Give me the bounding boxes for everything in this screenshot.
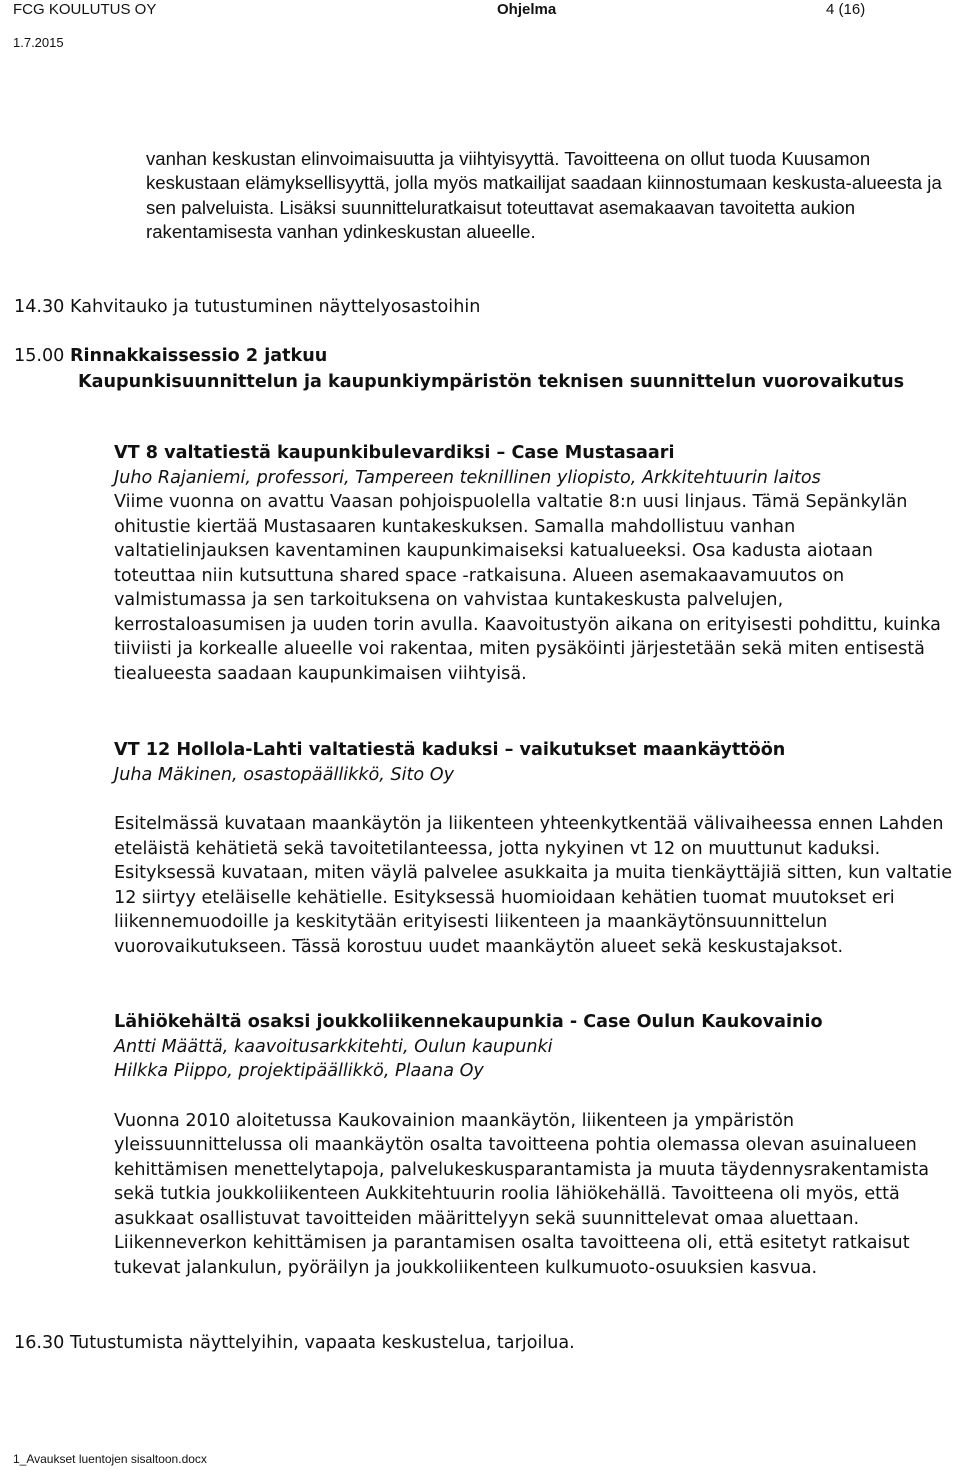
- closing-label: Tutustumista näyttelyihin, vapaata keskustelua, tarjoilua.: [69, 1333, 575, 1353]
- talk-speaker-2: Hilkka Piippo, projektipäällikkö, Plaana Oy: [114, 1061, 484, 1081]
- intro-paragraph: vanhan keskustan elinvoimaisuutta ja viihtyisyyttä. Tavoitteena on ollut tuoda Kuusamon keskustaan elämyksellisyyttä, jolla myös matkailijat saadaan kiinnostumaan keskusta-alueesta ja sen palveluista. Lisäksi suunnitteluratkaisut toteuttavat asemakaavan tavoitetta aukion rakentamisesta vanhan ydinkeskustan alueelle.: [146, 148, 942, 243]
- break-line: [14, 295, 480, 319]
- talk-title: Lähiökehältä osaksi joukkoliikennekaupunkia - Case Oulun Kaukovainio: [114, 1012, 823, 1032]
- talk-abstract: Esitelmässä kuvataan maankäytön ja liikenteen yhteenkytkentää välivaiheessa ennen Lahden eteläistä kehätietä sekä tavoitetilanteessa, jotta nykyinen vt 12 on muuttunut kaduksi. Esityksessä kuvataan, miten väylä palvelee asukkaita ja muita tienkäyttäjiä sitten, kun valtatie 12 siirtyy eteläiselle kehätielle. Esityksessä huomioidaan kehätien tuomat muutokset eri liikennemuodoille ja keskitytään erityisesti liikenteen ja maankäytönsuunnittelun vuorovaikutukseen. Tässä korostuu uudet maankäytön alueet sekä keskustajaksot.: [114, 814, 953, 957]
- talk-1: [114, 441, 954, 686]
- session-line: [14, 344, 327, 368]
- talk-2: [114, 738, 954, 959]
- talk-speaker: Antti Määttä, kaavoitusarkkitehti, Oulun kaupunki: [114, 1036, 553, 1057]
- talk-abstract: Viime vuonna on avattu Vaasan pohjoispuolella valtatie 8:n uusi linjaus. Tämä Sepänkylän ohitustie kiertää Mustasaaren kuntakeskuksen. Samalla mahdollistuu vanhan valtatielinjauksen kaventaminen kaupunkimaiseksi katualueeksi. Osa kadusta aiotaan toteuttaa niin kutsuttuna shared space -ratkaisuna. Alueen asemakaavamuutos on valmistumassa ja sen tarkoituksena on vahvistaa kuntakeskusta palvelujen, kerrostaloasumisen ja uuden torin avulla. Kaavoitustyön aikana on erityisesti pohdittu, kuinka tiiviisti ja korkealle alueelle voi rakentaa, miten pysäköinti järjestetään sekä miten entisestä tiealueesta saadaan kaupunkimaisen viihtyisä.: [114, 492, 941, 684]
- talk-speaker: Juha Mäkinen, osastopäällikkö, Sito Oy: [114, 764, 455, 785]
- talk-title: VT 12 Hollola-Lahti valtatiestä kaduksi – vaikutukset maankäyttöön: [114, 740, 786, 760]
- talk-speaker: Juho Rajaniemi, professori, Tampereen teknillinen yliopisto, Arkkitehtuurin laitos: [114, 467, 821, 488]
- break-time: 14.30: [14, 297, 65, 317]
- company-name: FCG KOULUTUS OY: [13, 1, 157, 18]
- footer-filename: 1_Avaukset luentojen sisaltoon.docx: [13, 1452, 207, 1466]
- break-label: Kahvitauko ja tutustuminen näyttelyosastoihin: [69, 297, 481, 317]
- page-number: 4 (16): [826, 1, 866, 18]
- talk-title: VT 8 valtatiestä kaupunkibulevardiksi – Case Mustasaari: [114, 443, 675, 463]
- document-date: 1.7.2015: [13, 35, 64, 50]
- page-header: [0, 0, 960, 60]
- session-subtitle: Kaupunkisuunnittelun ja kaupunkiympäristön teknisen suunnittelun vuorovaikutus: [78, 372, 905, 392]
- closing-line: [14, 1331, 575, 1355]
- session-time: 15.00: [14, 346, 65, 366]
- document-title: Ohjelma: [497, 1, 557, 18]
- talk-3: [114, 1010, 954, 1280]
- talk-abstract: Vuonna 2010 aloitetussa Kaukovainion maankäytön, liikenteen ja ympäristön yleissuunnittelussa oli maankäytön osalta tavoitteena pohtia olemassa olevan asuinalueen kehittämisen menettelytapoja, palvelukeskusparantamista ja muuta täydennysrakentamista sekä tutkia joukkoliikenteen Aukkitehtuurin roolia lähiökehällä. Tavoitteena oli myös, että asukkaat osallistuvat tavoitteiden määrittelyyn sekä suunnittelevat omaa aluettaan. Liikenneverkon kehittämisen ja parantamisen osalta tavoitteena oli, että esitetyt ratkaisut tukevat jalankulun, pyöräilyn ja joukkoliikenteen kulkumuoto-osuuksien kasvua.: [114, 1110, 930, 1278]
- session-title: Rinnakkaissessio 2 jatkuu: [69, 346, 328, 366]
- closing-time: 16.30: [14, 1333, 65, 1353]
